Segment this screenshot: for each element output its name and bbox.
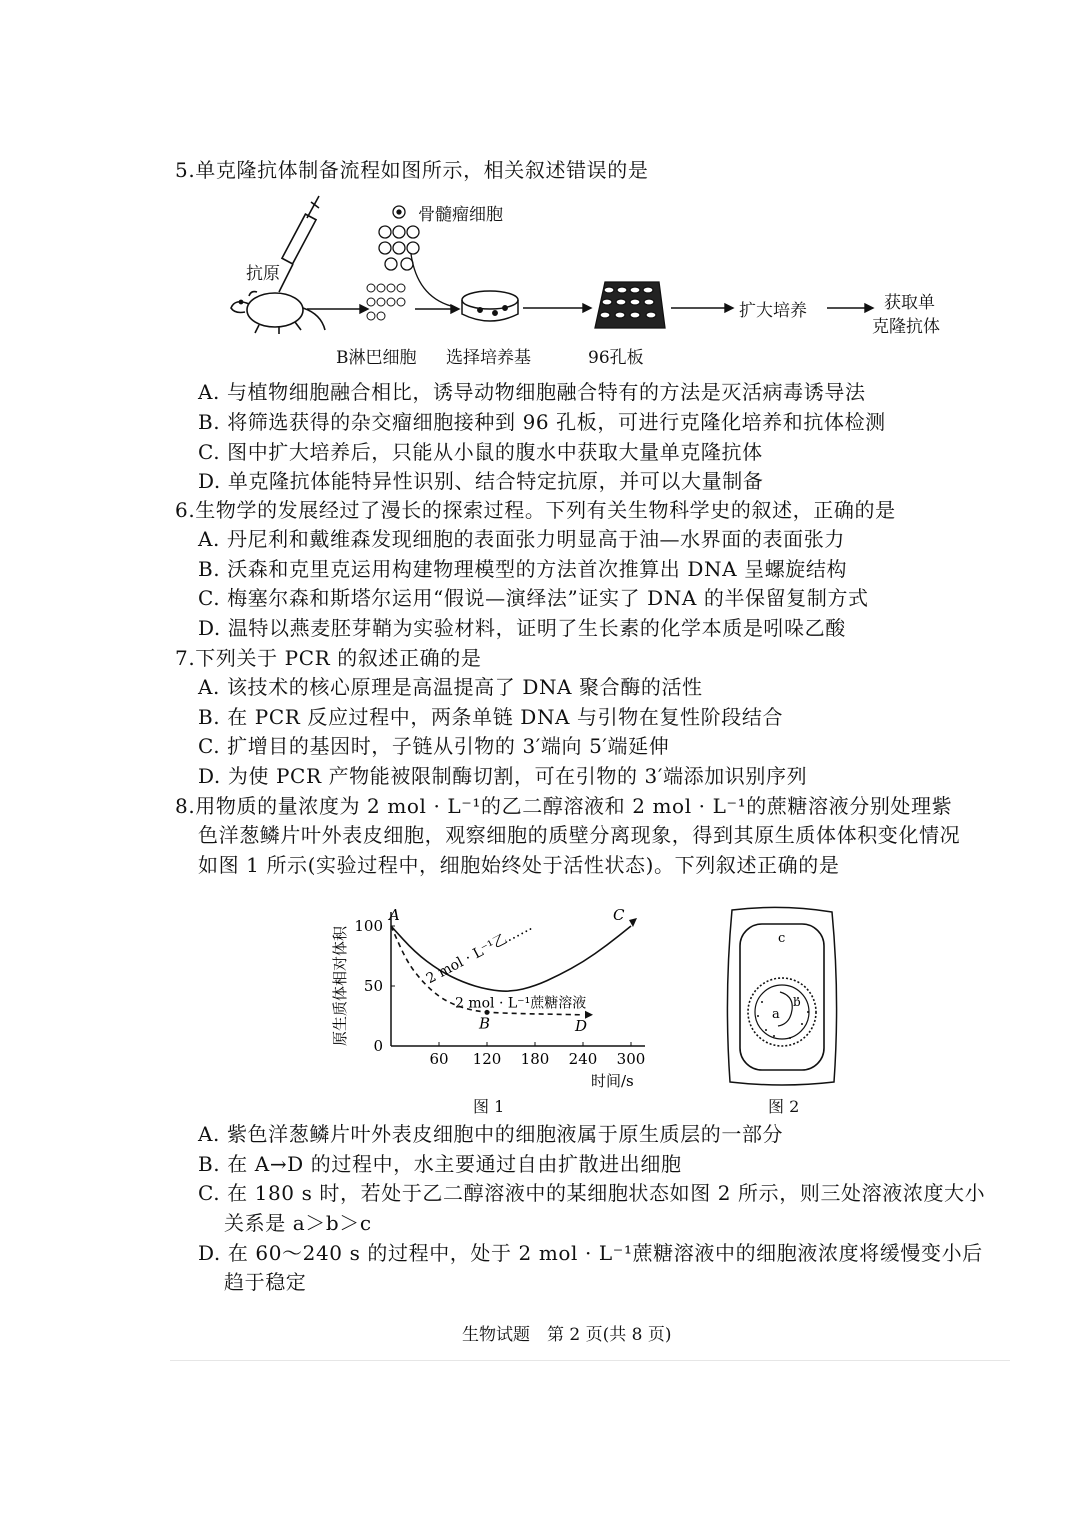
plate-label: 96孔板 xyxy=(588,348,644,368)
q8-stem-line-3: 如图 1 所示(实验过程中，细胞始终处于活性状态)。下列叙述正确的是 xyxy=(198,853,840,877)
q6-option-b: B. 沃森和克里克运用构建物理模型的方法首次推算出 DNA 呈螺旋结构 xyxy=(198,557,848,581)
expand-label: 扩大培养 xyxy=(739,301,807,321)
q8-option-d-cont: 趋于稳定 xyxy=(224,1270,307,1294)
b-cell-label: B淋巴细胞 xyxy=(336,348,417,368)
q7-option-a: A. 该技术的核心原理是高温提高了 DNA 聚合酶的活性 xyxy=(198,675,703,699)
q8-option-c: C. 在 180 s 时，若处于乙二醇溶液中的某细胞状态如图 2 所示，则三处溶液浓度大小 xyxy=(198,1181,986,1205)
get-antibody-label-1: 获取单 xyxy=(884,293,935,313)
x-tick-label: 120 xyxy=(472,1050,502,1068)
q7-option-c: C. 扩增目的基因时，子链从引物的 3′端向 5′端延伸 xyxy=(198,734,670,758)
x-tick-label: 300 xyxy=(616,1050,646,1068)
x-axis-label: 时间/s xyxy=(591,1072,634,1090)
x-tick-label: 60 xyxy=(429,1050,449,1068)
q8-stem-line-1: 8.用物质的量浓度为 2 mol · L⁻¹的乙二醇溶液和 2 mol · L⁻¹的蔗糖溶液分别处理紫 xyxy=(175,794,953,818)
myeloma-label: 骨髓瘤细胞 xyxy=(418,205,503,225)
point-label-c: C xyxy=(613,906,625,924)
q8-option-a: A. 紫色洋葱鳞片叶外表皮细胞中的细胞液属于原生质层的一部分 xyxy=(198,1122,784,1146)
petri-dish-icon xyxy=(462,291,518,321)
b-cell-cluster xyxy=(367,284,405,320)
y-axis-label: 原生质体相对体积 xyxy=(331,925,349,1047)
figure-2-cell xyxy=(722,906,842,1088)
q6-stem: 6.生物学的发展经过了漫长的探索过程。下列有关生物科学史的叙述，正确的是 xyxy=(175,498,896,522)
q5-option-b: B. 将筛选获得的杂交瘤细胞接种到 96 孔板，可进行克隆化培养和抗体检测 xyxy=(198,410,886,434)
x-tick-label: 240 xyxy=(568,1050,598,1068)
series-label-ethylene-glycol: 2 mol · L⁻¹乙…… xyxy=(423,917,535,988)
footer-divider xyxy=(170,1360,1010,1361)
mouse-icon xyxy=(231,292,325,335)
q5-option-a: A. 与植物细胞融合相比，诱导动物细胞融合特有的方法是灭活病毒诱导法 xyxy=(198,380,866,404)
q7-option-d: D. 为使 PCR 产物能被限制酶切割，可在引物的 3′端添加识别序列 xyxy=(198,764,808,788)
point-label-a: A xyxy=(389,906,400,924)
y-tick-label: 100 xyxy=(354,917,383,935)
q5-stem: 5.单克隆抗体制备流程如图所示，相关叙述错误的是 xyxy=(175,158,649,182)
series-label-sucrose: 2 mol · L⁻¹蔗糖溶液 xyxy=(455,995,587,1012)
q8-option-c-cont: 关系是 a＞b＞c xyxy=(224,1211,372,1235)
q5-option-c: C. 图中扩大培养后，只能从小鼠的腹水中获取大量单克隆抗体 xyxy=(198,440,763,464)
q7-option-b: B. 在 PCR 反应过程中，两条单链 DNA 与引物在复性阶段结合 xyxy=(198,705,784,729)
cell-label-c: c xyxy=(778,931,786,946)
q8-stem-line-2: 色洋葱鳞片叶外表皮细胞，观察细胞的质壁分离现象，得到其原生质体体积变化情况 xyxy=(198,823,961,847)
get-antibody-label-2: 克隆抗体 xyxy=(872,317,940,337)
q8-option-b: B. 在 A→D 的过程中，水主要通过自由扩散进出细胞 xyxy=(198,1152,682,1176)
q6-option-c: C. 梅塞尔森和斯塔尔运用“假说—演绎法”证实了 DNA 的半保留复制方式 xyxy=(198,586,869,610)
point-label-b: B xyxy=(479,1014,491,1033)
well-plate-icon xyxy=(595,282,665,328)
syringe-icon xyxy=(279,196,319,292)
figure-1-chart xyxy=(325,886,665,1096)
cell-label-a: a xyxy=(772,1007,780,1022)
figure-1-caption: 图 1 xyxy=(473,1097,505,1116)
antigen-label: 抗原 xyxy=(246,264,280,284)
q8-option-d: D. 在 60～240 s 的过程中，处于 2 mol · L⁻¹蔗糖溶液中的细胞液浓度将缓慢变小后 xyxy=(198,1241,983,1265)
cell-label-b: b xyxy=(793,995,801,1009)
y-tick-label: 0 xyxy=(373,1037,383,1055)
q6-option-d: D. 温特以燕麦胚芽鞘为实验材料，证明了生长素的化学本质是吲哚乙酸 xyxy=(198,616,846,640)
x-tick-label: 180 xyxy=(520,1050,550,1068)
page-footer: 生物试题 第 2 页(共 8 页) xyxy=(462,1325,672,1345)
medium-label: 选择培养基 xyxy=(446,348,531,368)
q5-option-d: D. 单克隆抗体能特异性识别、结合特定抗原，并可以大量制备 xyxy=(198,469,764,493)
y-tick-label: 50 xyxy=(363,977,383,995)
point-label-d: D xyxy=(575,1016,588,1035)
q6-option-a: A. 丹尼利和戴维森发现细胞的表面张力明显高于油—水界面的表面张力 xyxy=(198,527,845,551)
figure-2-caption: 图 2 xyxy=(768,1097,800,1116)
q7-stem: 7.下列关于 PCR 的叙述正确的是 xyxy=(175,646,482,670)
